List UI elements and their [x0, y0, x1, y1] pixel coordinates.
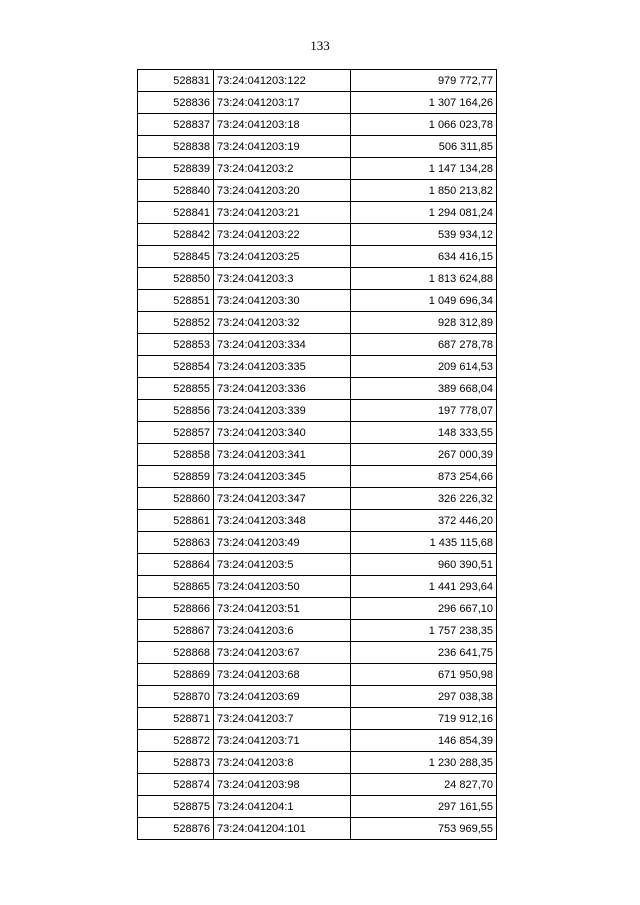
- cadastral-number-cell: 73:24:041203:336: [214, 378, 351, 400]
- cadastral-number-cell: 73:24:041203:348: [214, 510, 351, 532]
- value-cell: 1 813 624,88: [351, 268, 497, 290]
- row-id-cell: 528853: [138, 334, 214, 356]
- table-row: [138, 224, 497, 246]
- row-id-cell: 528865: [138, 576, 214, 598]
- table-row: [138, 202, 497, 224]
- table-row: [138, 334, 497, 356]
- row-id-cell: 528873: [138, 752, 214, 774]
- row-id-cell: 528875: [138, 796, 214, 818]
- cadastral-number-cell: 73:24:041203:335: [214, 356, 351, 378]
- value-cell: 296 667,10: [351, 598, 497, 620]
- row-id-cell: 528863: [138, 532, 214, 554]
- value-cell: 1 850 213,82: [351, 180, 497, 202]
- value-cell: 960 390,51: [351, 554, 497, 576]
- cadastral-number-cell: 73:24:041203:51: [214, 598, 351, 620]
- cadastral-number-cell: 73:24:041203:2: [214, 158, 351, 180]
- table-row: [138, 158, 497, 180]
- row-id-cell: 528851: [138, 290, 214, 312]
- cadastral-number-cell: 73:24:041203:20: [214, 180, 351, 202]
- table-row: [138, 796, 497, 818]
- row-id-cell: 528854: [138, 356, 214, 378]
- table-row: [138, 422, 497, 444]
- cadastral-number-cell: 73:24:041203:8: [214, 752, 351, 774]
- value-cell: 389 668,04: [351, 378, 497, 400]
- table-row: [138, 510, 497, 532]
- table-row: [138, 466, 497, 488]
- row-id-cell: 528855: [138, 378, 214, 400]
- table-row: [138, 576, 497, 598]
- row-id-cell: 528857: [138, 422, 214, 444]
- cadastral-number-cell: 73:24:041203:122: [214, 70, 351, 92]
- value-cell: 297 161,55: [351, 796, 497, 818]
- value-cell: 326 226,32: [351, 488, 497, 510]
- cadastral-number-cell: 73:24:041203:341: [214, 444, 351, 466]
- value-cell: 539 934,12: [351, 224, 497, 246]
- row-id-cell: 528842: [138, 224, 214, 246]
- value-cell: 1 049 696,34: [351, 290, 497, 312]
- value-cell: 687 278,78: [351, 334, 497, 356]
- row-id-cell: 528866: [138, 598, 214, 620]
- row-id-cell: 528841: [138, 202, 214, 224]
- value-cell: 372 446,20: [351, 510, 497, 532]
- table-row: [138, 356, 497, 378]
- table-row: [138, 686, 497, 708]
- table-row: [138, 642, 497, 664]
- cadastral-number-cell: 73:24:041203:3: [214, 268, 351, 290]
- data-table: [137, 69, 497, 840]
- cadastral-number-cell: 73:24:041203:6: [214, 620, 351, 642]
- value-cell: 1 757 238,35: [351, 620, 497, 642]
- table-row: [138, 708, 497, 730]
- table-row: [138, 246, 497, 268]
- table-row: [138, 554, 497, 576]
- cadastral-number-cell: 73:24:041203:68: [214, 664, 351, 686]
- cadastral-number-cell: 73:24:041203:5: [214, 554, 351, 576]
- value-cell: 1 294 081,24: [351, 202, 497, 224]
- cadastral-number-cell: 73:24:041203:32: [214, 312, 351, 334]
- row-id-cell: 528864: [138, 554, 214, 576]
- table-row: [138, 114, 497, 136]
- cadastral-number-cell: 73:24:041203:22: [214, 224, 351, 246]
- row-id-cell: 528840: [138, 180, 214, 202]
- table-body: [138, 70, 497, 840]
- value-cell: 979 772,77: [351, 70, 497, 92]
- value-cell: 197 778,07: [351, 400, 497, 422]
- cadastral-number-cell: 73:24:041204:101: [214, 818, 351, 840]
- row-id-cell: 528867: [138, 620, 214, 642]
- row-id-cell: 528870: [138, 686, 214, 708]
- row-id-cell: 528859: [138, 466, 214, 488]
- value-cell: 267 000,39: [351, 444, 497, 466]
- table-row: [138, 664, 497, 686]
- row-id-cell: 528858: [138, 444, 214, 466]
- table-row: [138, 400, 497, 422]
- value-cell: 1 435 115,68: [351, 532, 497, 554]
- cadastral-number-cell: 73:24:041203:17: [214, 92, 351, 114]
- table-row: [138, 532, 497, 554]
- table-row: [138, 444, 497, 466]
- table-row: [138, 290, 497, 312]
- row-id-cell: 528836: [138, 92, 214, 114]
- cadastral-number-cell: 73:24:041203:339: [214, 400, 351, 422]
- value-cell: 753 969,55: [351, 818, 497, 840]
- table-row: [138, 136, 497, 158]
- row-id-cell: 528874: [138, 774, 214, 796]
- row-id-cell: 528837: [138, 114, 214, 136]
- cadastral-number-cell: 73:24:041204:1: [214, 796, 351, 818]
- value-cell: 148 333,55: [351, 422, 497, 444]
- cadastral-number-cell: 73:24:041203:340: [214, 422, 351, 444]
- cadastral-number-cell: 73:24:041203:25: [214, 246, 351, 268]
- row-id-cell: 528852: [138, 312, 214, 334]
- value-cell: 236 641,75: [351, 642, 497, 664]
- table-row: [138, 730, 497, 752]
- value-cell: 506 311,85: [351, 136, 497, 158]
- value-cell: 1 147 134,28: [351, 158, 497, 180]
- cadastral-number-cell: 73:24:041203:69: [214, 686, 351, 708]
- table-row: [138, 620, 497, 642]
- row-id-cell: 528869: [138, 664, 214, 686]
- value-cell: 634 416,15: [351, 246, 497, 268]
- row-id-cell: 528868: [138, 642, 214, 664]
- table-row: [138, 70, 497, 92]
- table-row: [138, 598, 497, 620]
- table-row: [138, 312, 497, 334]
- page-number: 133: [310, 38, 330, 53]
- cadastral-number-cell: 73:24:041203:98: [214, 774, 351, 796]
- value-cell: 1 441 293,64: [351, 576, 497, 598]
- value-cell: 873 254,66: [351, 466, 497, 488]
- table-row: [138, 180, 497, 202]
- value-cell: 1 307 164,26: [351, 92, 497, 114]
- row-id-cell: 528831: [138, 70, 214, 92]
- row-id-cell: 528861: [138, 510, 214, 532]
- cadastral-number-cell: 73:24:041203:347: [214, 488, 351, 510]
- table-row: [138, 488, 497, 510]
- cadastral-number-cell: 73:24:041203:50: [214, 576, 351, 598]
- row-id-cell: 528872: [138, 730, 214, 752]
- row-id-cell: 528839: [138, 158, 214, 180]
- value-cell: 719 912,16: [351, 708, 497, 730]
- cadastral-number-cell: 73:24:041203:21: [214, 202, 351, 224]
- cadastral-number-cell: 73:24:041203:345: [214, 466, 351, 488]
- cadastral-number-cell: 73:24:041203:334: [214, 334, 351, 356]
- row-id-cell: 528838: [138, 136, 214, 158]
- value-cell: 24 827,70: [351, 774, 497, 796]
- table-row: [138, 92, 497, 114]
- table-row: [138, 752, 497, 774]
- row-id-cell: 528860: [138, 488, 214, 510]
- cadastral-number-cell: 73:24:041203:19: [214, 136, 351, 158]
- cadastral-number-cell: 73:24:041203:30: [214, 290, 351, 312]
- row-id-cell: 528845: [138, 246, 214, 268]
- cadastral-number-cell: 73:24:041203:49: [214, 532, 351, 554]
- cadastral-number-cell: 73:24:041203:67: [214, 642, 351, 664]
- value-cell: 209 614,53: [351, 356, 497, 378]
- row-id-cell: 528850: [138, 268, 214, 290]
- table-row: [138, 818, 497, 840]
- value-cell: 297 038,38: [351, 686, 497, 708]
- table-row: [138, 378, 497, 400]
- value-cell: 671 950,98: [351, 664, 497, 686]
- cadastral-number-cell: 73:24:041203:71: [214, 730, 351, 752]
- value-cell: 1 230 288,35: [351, 752, 497, 774]
- value-cell: 146 854,39: [351, 730, 497, 752]
- cadastral-number-cell: 73:24:041203:7: [214, 708, 351, 730]
- cadastral-number-cell: 73:24:041203:18: [214, 114, 351, 136]
- value-cell: 1 066 023,78: [351, 114, 497, 136]
- table-row: [138, 774, 497, 796]
- row-id-cell: 528876: [138, 818, 214, 840]
- row-id-cell: 528871: [138, 708, 214, 730]
- row-id-cell: 528856: [138, 400, 214, 422]
- table-row: [138, 268, 497, 290]
- value-cell: 928 312,89: [351, 312, 497, 334]
